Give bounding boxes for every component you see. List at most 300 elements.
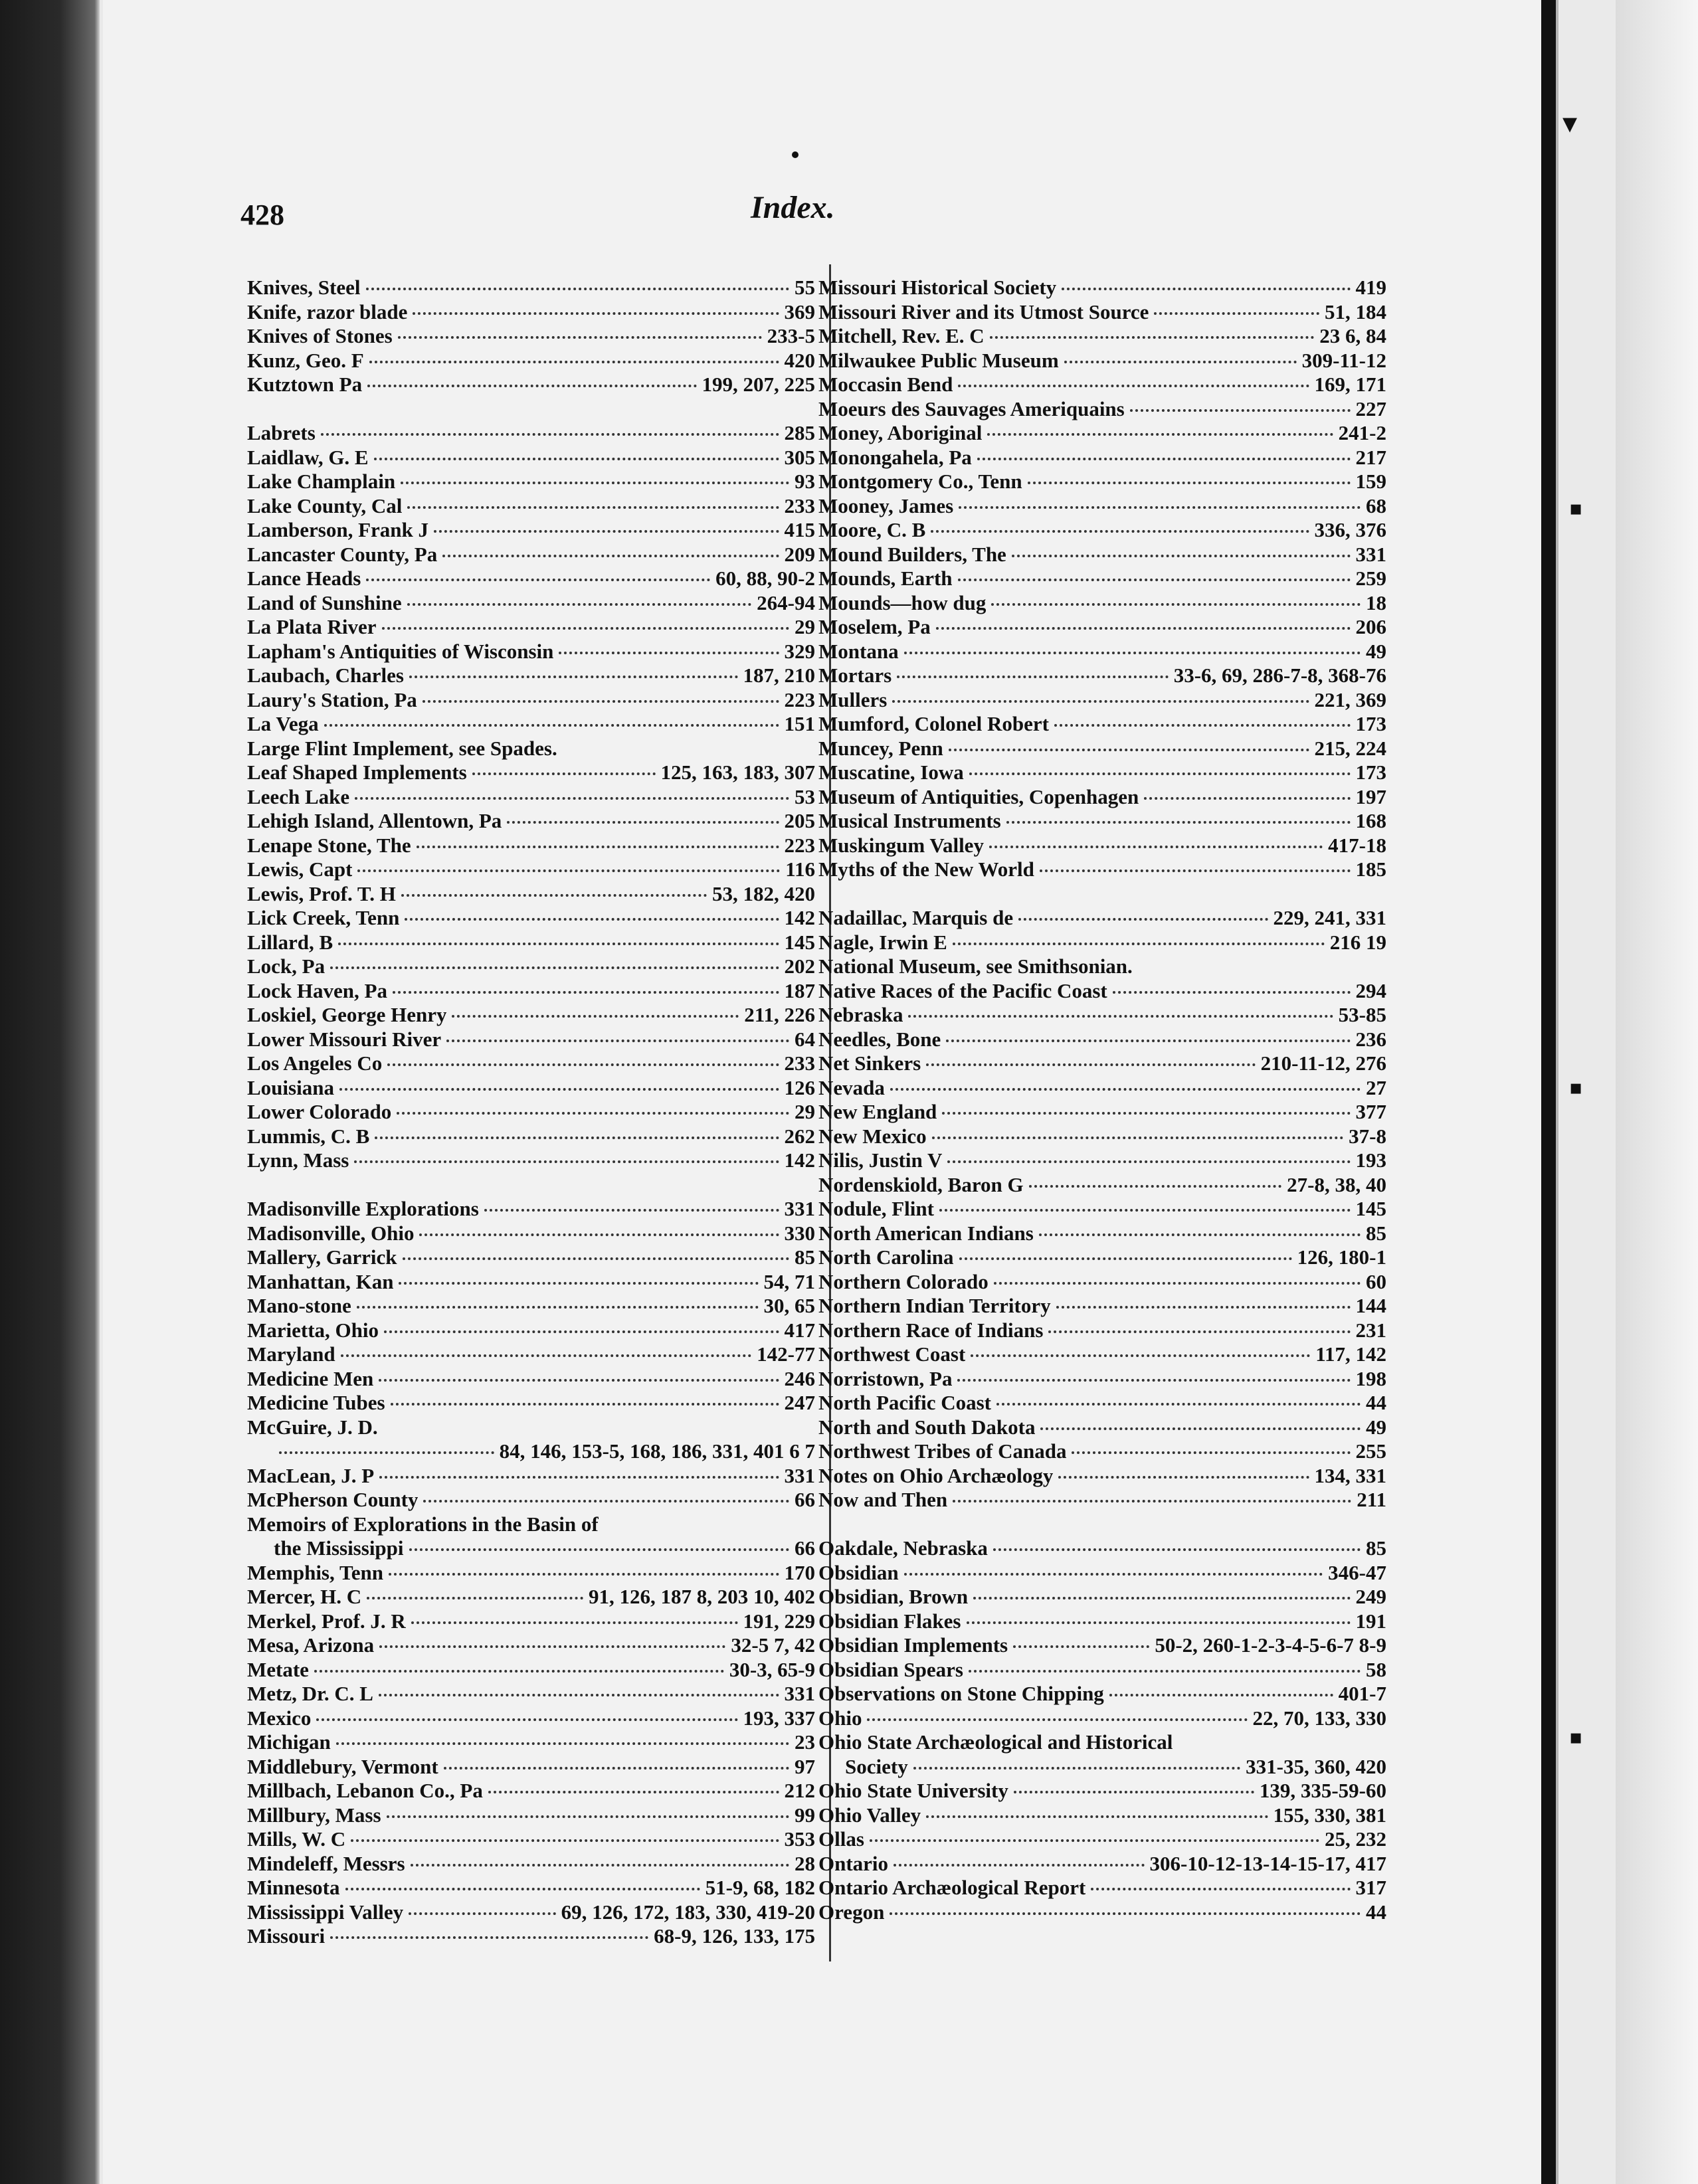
index-term: Knife, razor blade [247,300,408,323]
index-pages: 44 [1366,1391,1386,1414]
index-entry [247,1076,815,1101]
index-entry [818,1100,1386,1125]
dot-leader [973,1597,1350,1599]
index-entry [247,1730,815,1755]
book-spine-edge [0,0,100,2184]
index-entry [818,1536,1386,1561]
index-pages: 217 [1355,445,1386,469]
index-term: Monongahela, Pa [818,445,972,469]
dot-leader [442,555,779,557]
dot-leader [1154,312,1319,315]
index-entry [818,1391,1386,1415]
index-term: Muncey, Penn [818,736,943,760]
index-pages: 191, 229 [743,1609,815,1633]
page-title: Index. [751,190,835,225]
index-term: Obsidian Flakes [818,1609,961,1633]
dot-leader [946,1040,1350,1042]
index-term: Medicine Men [247,1366,374,1390]
index-entry [247,1512,815,1537]
index-pages: 262 [784,1124,815,1148]
index-entry [247,276,815,300]
index-entry [818,470,1386,494]
index-pages: 30, 65 [763,1294,815,1317]
index-entry [247,1464,815,1489]
index-pages: 99 [795,1803,815,1827]
dot-leader [932,1137,1343,1139]
index-pages: 193 [1355,1148,1386,1172]
index-entry [818,664,1386,688]
index-entry [818,276,1386,300]
index-entry [818,1415,1386,1440]
dot-leader [339,1088,779,1091]
dot-leader [1039,1233,1361,1236]
dot-leader [926,1815,1268,1818]
dot-leader [1018,918,1268,921]
index-term: Ohio State Archæological and Historical [818,1730,1173,1754]
index-pages: 68-9, 126, 133, 175 [654,1924,815,1948]
index-term: Nordenskiold, Baron G [818,1172,1024,1196]
index-term: Net Sinkers [818,1051,921,1075]
index-pages: 144 [1355,1294,1386,1317]
index-entry [247,1827,815,1852]
index-term: Leech Lake [247,784,350,808]
dot-leader [374,458,779,460]
index-pages: 369 [784,300,815,323]
dot-leader [379,1645,725,1648]
index-pages: 417 [784,1318,815,1342]
index-entry [818,1319,1386,1343]
index-pages: 415 [784,518,815,541]
index-term: New Mexico [818,1124,927,1148]
index-pages: 159 [1355,470,1386,493]
index-pages: 23 [795,1730,815,1754]
index-entry [247,1391,815,1415]
index-term: Lynn, Mass [247,1148,349,1172]
dot-leader [958,579,1351,581]
index-term: Missouri Historical Society [818,276,1057,299]
index-term: Missouri [247,1924,326,1948]
index-term: North and South Dakota [818,1415,1036,1439]
index-entry [247,1148,815,1173]
index-entry [818,1367,1386,1392]
dot-leader [355,797,789,800]
index-entry [247,712,815,737]
index-entry [818,300,1386,325]
index-entry [247,809,815,834]
index-term: Oakdale, Nebraska [818,1536,988,1560]
dot-leader [870,1839,1319,1842]
index-pages: 126, 180-1 [1297,1245,1386,1269]
index-pages: 22, 70, 133, 330 [1252,1706,1386,1730]
index-entry [247,1197,815,1222]
index-entry [818,1342,1386,1367]
index-pages: 49 [1366,639,1386,663]
index-pages: 336, 376 [1314,518,1386,541]
dot-leader [401,482,789,484]
index-entry [818,955,1386,979]
margin-mark: ▪ [1569,1726,1583,1749]
index-entry [247,1803,815,1828]
index-pages: 309-11-12 [1301,348,1386,372]
index-term: Nevada [818,1075,885,1099]
index-term: Middlebury, Vermont [247,1754,438,1778]
index-pages: 60 [1366,1269,1386,1293]
index-term: Large Flint Implement, see Spades. [247,736,557,760]
index-term: Madisonville, Ohio [247,1221,415,1245]
index-entry [247,1876,815,1900]
dot-leader [908,1015,1333,1018]
dot-leader [1062,288,1350,290]
index-term: Mano-stone [247,1294,351,1317]
dot-leader [389,1573,779,1576]
margin-mark: ▪ [1569,497,1583,520]
dot-leader [316,1718,737,1721]
dot-leader [423,700,779,703]
index-term: Mounds, Earth [818,567,953,590]
index-pages: 247 [784,1391,815,1414]
dot-leader [407,603,752,606]
index-entry [818,1270,1386,1295]
index-term: Mitchell, Rev. E. C [818,324,985,347]
index-term: Memphis, Tenn [247,1560,384,1584]
index-entry [247,543,815,567]
index-term: Northern Race of Indians [818,1318,1044,1342]
index-term: Nilis, Justin V [818,1148,943,1172]
index-pages: 285 [784,421,815,444]
dot-leader [488,1791,779,1793]
dot-leader [969,1670,1361,1673]
dot-leader [407,506,779,509]
index-term: North Carolina [818,1245,954,1269]
index-entry [818,349,1386,373]
index-term: Musical Instruments [818,809,1001,832]
dot-leader [1028,482,1351,484]
index-term: Lock, Pa [247,955,326,978]
index-entry [247,1003,815,1028]
index-pages: 223 [784,833,815,857]
dot-leader [382,627,789,630]
index-pages: 25, 232 [1325,1827,1386,1851]
index-entry [247,1924,815,1949]
index-pages: 29 [795,615,815,638]
index-pages: 27 [1366,1075,1386,1099]
index-term: Montana [818,639,899,663]
index-entry [818,1827,1386,1852]
dot-leader [409,676,738,678]
index-term: Laury's Station, Pa [247,687,417,711]
dot-leader [279,1451,494,1454]
dot-leader [417,846,779,848]
index-pages: 173 [1355,761,1386,784]
index-column-left [247,276,815,1949]
index-pages: 169, 171 [1314,373,1386,396]
dot-leader [411,1864,789,1866]
index-entry [818,324,1386,349]
index-term: Millbury, Mass [247,1803,381,1827]
index-pages: 66 [795,1536,815,1560]
index-pages: 246 [784,1366,815,1390]
index-term: Madisonville Explorations [247,1197,479,1220]
index-pages: 331-35, 360, 420 [1246,1754,1386,1778]
index-term: Knives, Steel [247,276,361,299]
index-entry [247,979,815,1004]
index-term: New England [818,1100,937,1123]
dot-leader [959,506,1361,509]
index-pages: 84, 146, 153-5, 168, 186, 331, 401 6 7 [499,1439,815,1463]
index-pages: 142 [784,1148,815,1172]
index-pages: 142-77 [757,1342,815,1366]
index-term: Oregon [818,1900,885,1924]
dot-leader [890,1912,1361,1915]
dot-leader [419,1233,779,1236]
index-pages: 227 [1355,397,1386,420]
dot-leader [484,1209,779,1212]
index-pages: 199, 207, 225 [702,373,815,396]
index-pages: 197 [1355,784,1386,808]
index-term: Lillard, B [247,930,333,954]
index-term: Notes on Ohio Archæology [818,1463,1054,1487]
index-entry [247,1633,815,1658]
dot-leader [379,1476,779,1479]
index-pages: 305 [784,445,815,469]
index-term: Mortars [818,664,892,687]
dot-leader [867,1718,1247,1721]
dot-leader [1109,1694,1333,1696]
index-entry [818,1633,1386,1658]
dot-leader [1054,724,1351,727]
index-term: Mesa, Arizona [247,1633,375,1657]
index-pages: 29 [795,1100,815,1123]
background-edge [1616,0,1698,2184]
index-term: Michigan [247,1730,331,1754]
index-term: Loskiel, George Henry [247,1003,447,1026]
index-term: Lower Missouri River [247,1027,442,1051]
index-pages: 331 [784,1682,815,1705]
index-term: Nagle, Irwin E [818,930,947,954]
index-entry [247,1755,815,1779]
index-term: Land of Sunshine [247,591,402,614]
index-term: the Mississippi [274,1536,404,1560]
index-entry [818,688,1386,713]
dot-leader [366,579,710,581]
index-term: Mindeleff, Messrs [247,1851,405,1875]
index-pages: 91, 126, 187 8, 203 10, 402 [589,1585,815,1608]
index-term: Marietta, Ohio [247,1318,379,1342]
index-pages: 97 [795,1754,815,1778]
index-pages: 116 [785,858,815,881]
index-entry [818,1585,1386,1609]
index-entry [818,1609,1386,1634]
index-term: Lummis, C. B [247,1124,370,1148]
dot-leader [314,1670,724,1673]
index-pages: 211 [1357,1488,1386,1511]
index-entry [247,834,815,858]
index-pages: 346-47 [1328,1560,1386,1584]
dot-leader [1048,1330,1350,1333]
index-pages: 53-85 [1338,1003,1386,1026]
dot-leader [354,1160,779,1163]
dot-leader [472,773,656,775]
index-entry [818,1779,1386,1803]
index-pages: 53, 182, 420 [712,881,815,905]
dot-leader [936,627,1351,630]
index-term: Ohio State University [818,1779,1008,1802]
dot-leader [1006,821,1351,824]
index-entry [247,1658,815,1683]
dot-leader [366,288,790,290]
index-entry [247,1294,815,1319]
index-entry [247,737,815,761]
index-entry [818,1682,1386,1706]
index-pages: 58 [1366,1657,1386,1681]
index-term: North American Indians [818,1221,1034,1245]
index-entry [818,834,1386,858]
index-entry [818,1003,1386,1028]
index-entry [818,1439,1386,1464]
index-term: Ohio [818,1706,862,1730]
index-pages: 231 [1355,1318,1386,1342]
index-entry [818,1148,1386,1173]
margin-mark: ▪ [1569,1076,1583,1099]
dot-leader [949,749,1309,751]
index-pages: 233 [784,494,815,517]
index-entry [818,1294,1386,1319]
index-entry [818,1173,1386,1198]
index-pages: 28 [795,1851,815,1875]
index-entry [247,1051,815,1076]
index-term: Northwest Tribes of Canada [818,1439,1067,1463]
index-pages: 49 [1366,1415,1386,1439]
index-term: Lake Champlain [247,470,396,493]
dot-leader [1091,1888,1350,1890]
index-pages: 85 [1366,1536,1386,1560]
dot-leader [399,1282,758,1285]
index-entry [818,1561,1386,1586]
index-pages: 216 19 [1329,930,1386,954]
index-entry [247,906,815,931]
dot-leader [341,1354,752,1357]
index-pages: 139, 335-59-60 [1259,1779,1386,1802]
dot-leader [991,603,1361,606]
index-term: Leaf Shaped Implements [247,761,467,784]
index-pages: 53 [795,784,815,808]
dot-leader [931,530,1309,533]
index-entry [247,591,815,616]
index-entry [247,421,815,446]
index-pages: 306-10-12-13-14-15-17, 417 [1149,1851,1386,1875]
index-pages: 93 [795,470,815,493]
index-term: Lock Haven, Pa [247,978,387,1002]
index-entry [818,906,1386,931]
page-gutter-rule [1541,0,1556,2184]
dot-leader [367,385,696,387]
index-entry [818,858,1386,882]
index-term: Ollas [818,1827,864,1851]
index-term: Lewis, Capt [247,858,353,881]
index-term: Northwest Coast [818,1342,966,1366]
index-pages: 317 [1355,1876,1386,1899]
dot-leader [413,312,779,315]
index-term: Medicine Tubes [247,1391,385,1414]
dot-leader [897,676,1169,678]
index-pages: 215, 224 [1314,736,1386,760]
dot-leader [409,1912,556,1915]
index-term: Ontario Archæological Report [818,1876,1086,1899]
index-pages: 55 [795,276,815,299]
dot-leader [1058,1476,1309,1479]
index-pages: 151 [784,712,815,735]
dot-leader [357,1306,759,1309]
index-pages: 331 [784,1463,815,1487]
index-term: Nebraska [818,1003,903,1026]
index-entry [818,785,1386,810]
index-term: Manhattan, Kan [247,1269,394,1293]
index-pages: 155, 330, 381 [1273,1803,1386,1827]
index-term: Mumford, Colonel Robert [818,712,1049,735]
index-term: La Vega [247,712,319,735]
index-term: Nadaillac, Marquis de [818,906,1014,929]
index-term: Kutztown Pa [247,373,363,396]
index-entry [247,1415,815,1440]
index-term: Northern Colorado [818,1269,989,1293]
dot-leader [403,1257,789,1260]
index-term: Laubach, Charles [247,664,404,687]
dot-leader [336,1742,789,1745]
next-page-strip [1556,0,1618,2184]
dot-leader [990,336,1315,339]
index-entry [247,1367,815,1392]
index-term: North Pacific Coast [818,1391,991,1414]
index-entry [818,446,1386,470]
index-pages: 37-8 [1349,1124,1386,1148]
index-pages: 249 [1355,1585,1386,1608]
index-entry [247,1609,815,1634]
dot-leader [1113,991,1351,994]
index-term: National Museum, see Smithsonian. [818,955,1133,978]
index-entry [818,1658,1386,1683]
index-entry [818,494,1386,519]
dot-leader [1144,797,1350,800]
index-pages: 329 [784,639,815,663]
dot-leader [1013,1645,1149,1648]
dot-leader [890,1088,1361,1091]
index-term: Lenape Stone, The [247,833,411,857]
index-term: Museum of Antiquities, Copenhagen [818,784,1139,808]
index-term: Mullers [818,687,888,711]
index-term: Ohio Valley [818,1803,921,1827]
index-pages: 401-7 [1338,1682,1386,1705]
index-pages: 51-9, 68, 182 [705,1876,815,1899]
index-entry [247,1561,815,1586]
index-entry [818,1125,1386,1149]
index-column-right [818,276,1386,1924]
index-term: Moccasin Bend [818,373,953,396]
index-term: Society [845,1754,908,1778]
index-term: Now and Then [818,1488,948,1511]
index-pages: 331 [1355,542,1386,566]
dot-leader [913,1767,1240,1770]
index-pages: 205 [784,809,815,832]
index-entry [247,470,815,494]
dot-leader [409,1548,789,1551]
index-pages: 27-8, 38, 40 [1287,1172,1386,1196]
dot-leader [330,966,779,969]
dot-leader [1064,361,1297,363]
index-term: Mounds—how dug [818,591,987,614]
index-entry [818,761,1386,785]
index-entry [818,1876,1386,1900]
index-pages: 202 [784,955,815,978]
